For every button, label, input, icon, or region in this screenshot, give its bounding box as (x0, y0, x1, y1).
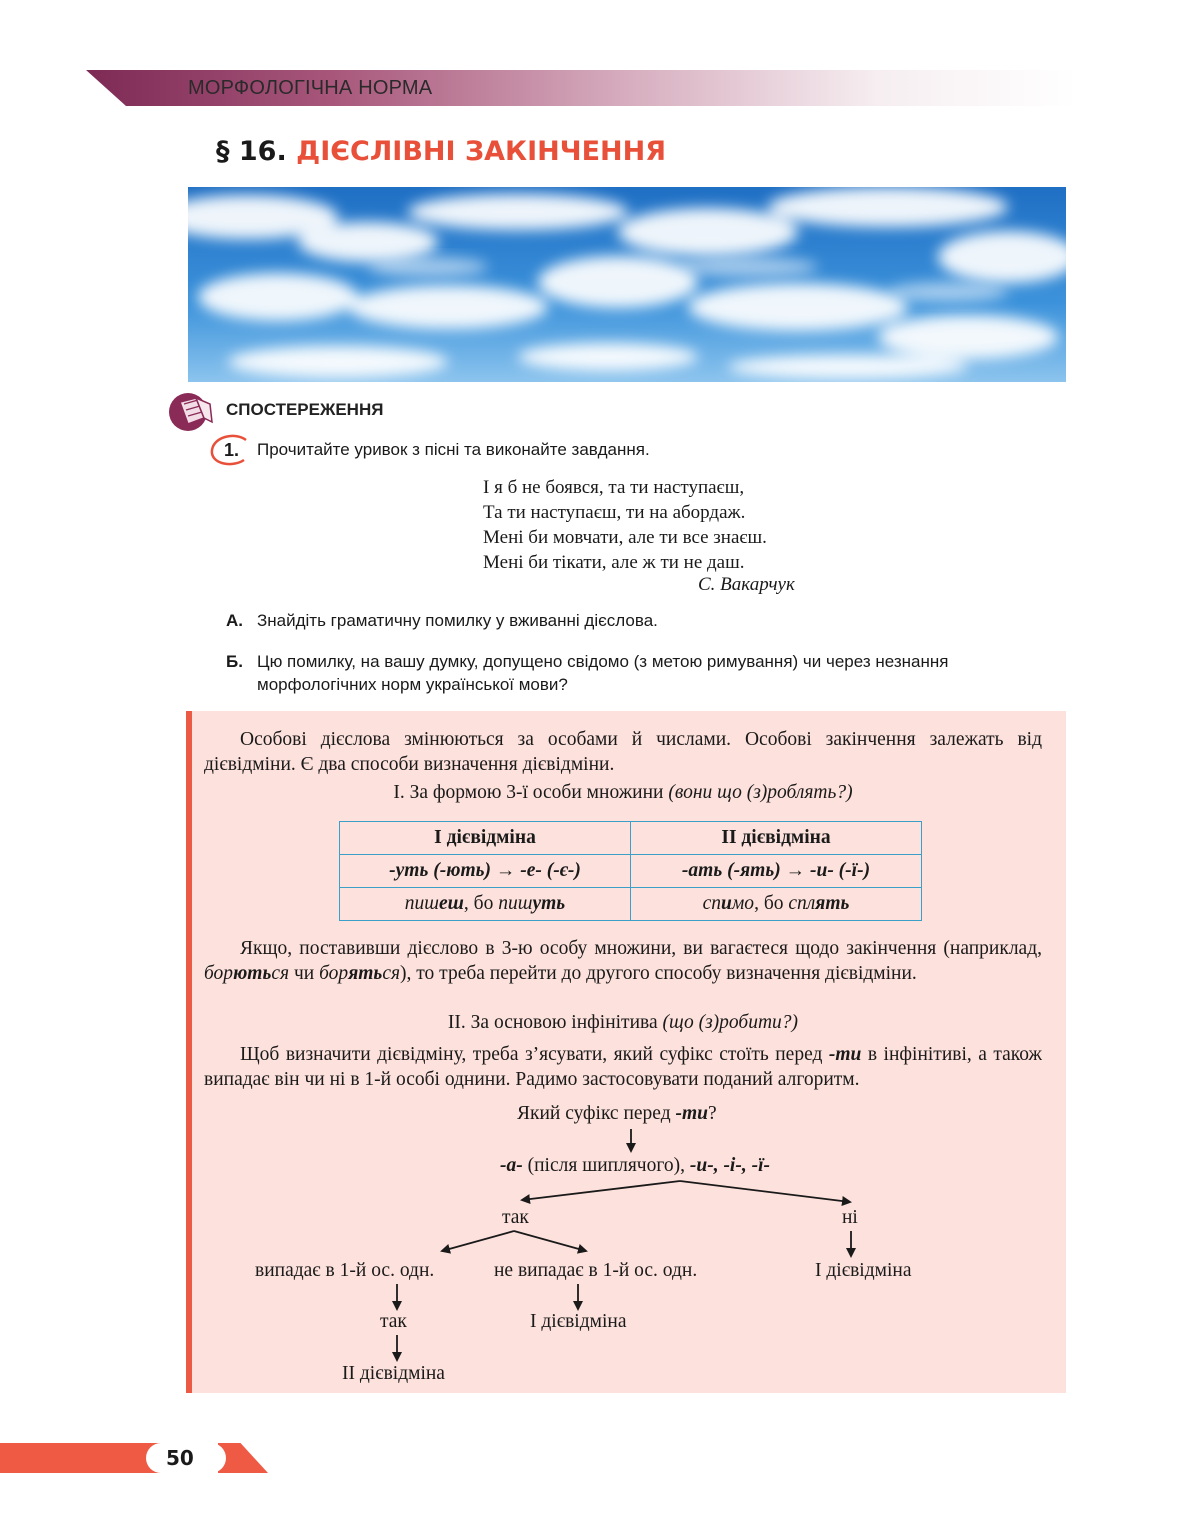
question-a-text: Знайдіть граматичну помилку у вживанні дієслова. (257, 611, 658, 630)
poem-line: І я б не боявся, та ти наступаєш, (483, 477, 745, 498)
table-cell-example-1 (340, 888, 631, 921)
example-word-ending: еш (439, 893, 464, 914)
page-number: 50 (166, 1446, 194, 1470)
section-number: § 16. (216, 136, 287, 167)
table-cell-endings-1: -уть (-ють) → -е- (-є-) (340, 855, 631, 888)
example-word-ending: мо (731, 893, 755, 914)
open-book-icon (166, 388, 216, 434)
word-postfix: ся (271, 963, 290, 984)
word-stem: бор (319, 963, 349, 984)
poem-excerpt (483, 475, 767, 575)
example-connector: , бо (754, 893, 789, 914)
paragraph-text: Щоб визначити дієвідміну, треба з’ясувати, який суфікс стоїть перед (240, 1044, 829, 1065)
page-number-bar (0, 1443, 160, 1473)
poem-line: Мені би мовчати, але ти все знаєш. (483, 527, 767, 548)
paragraph-text: в інфінітиві, а також випадає він чи ні в 1-й особі однини. Радимо застосовувати поданий алгоритм. (204, 1044, 1042, 1090)
task-number: 1. (224, 440, 240, 460)
flow-question-suffix: -ти (675, 1103, 709, 1124)
example-word-vowel: и (721, 893, 732, 914)
section-title (216, 136, 666, 167)
example-word-stem: сп (702, 893, 721, 914)
flow-suffix-a: -а- (500, 1155, 523, 1176)
example-word-stem: пиш (498, 893, 533, 914)
table-row (340, 822, 922, 855)
example-word (319, 963, 400, 984)
suffix-highlight: -ти (828, 1044, 862, 1065)
table-row (340, 888, 922, 921)
word-stem: бор (204, 963, 234, 984)
word-ending: ють (233, 963, 272, 984)
method-2-question: (що (з)робити?) (662, 1012, 799, 1033)
table-header-conj-1: І дієвідміна (340, 822, 631, 855)
table-row (340, 855, 922, 888)
example-word-ending: ять (815, 893, 850, 914)
method-1-label: І. За формою 3-ї особи множини (393, 782, 669, 803)
paragraph-text: ), то треба перейти до другого способу визначення дієвідміни. (400, 963, 917, 984)
rule-paragraph-1: Особові дієслова змінюються за особами й числами. Особові закінчення залежать від дієвідміни. Є два способи визначення дієвідміни. (204, 729, 1042, 775)
flow-suffix-rest: -и-, -і-, -ї- (689, 1155, 771, 1176)
method-2-heading (204, 1012, 1042, 1034)
word-ending: ять (348, 963, 383, 984)
flow-question-mark: ? (708, 1103, 717, 1124)
word-postfix: ся (382, 963, 401, 984)
flow-yes-label: так (502, 1207, 529, 1228)
example-word-stem: спл (788, 893, 816, 914)
poem-line: Та ти наступаєш, ти на абордаж. (483, 502, 746, 523)
rule-paragraph-3 (204, 1042, 1042, 1092)
method-2-label: ІІ. За основою інфінітива (447, 1012, 663, 1033)
method-1-heading (204, 782, 1042, 804)
flow-result-conj-1-right: І дієвідміна (815, 1260, 912, 1281)
flow-result-conj-1-mid: І дієвідміна (530, 1311, 627, 1332)
question-a-mark: А. (226, 611, 243, 630)
rule-paragraph-2 (204, 936, 1042, 986)
flow-yes-label-2: так (380, 1311, 407, 1332)
poem-line: Мені би тікати, але ж ти не даш. (483, 552, 745, 573)
question-b-text: Цю помилку, на вашу думку, допущено свідомо (з метою римування) чи через незнання морфологічних норм української мови? (257, 652, 949, 694)
flow-question (517, 1103, 717, 1125)
flow-result-conj-2: ІІ дієвідміна (342, 1363, 445, 1384)
flow-suffix-note: (після шиплячого), (522, 1155, 690, 1176)
example-connector: , бо (463, 893, 499, 914)
example-word-ending: уть (532, 893, 566, 914)
flow-no-label: ні (842, 1207, 858, 1228)
example-word-stem: пиш (404, 893, 440, 914)
question-b-mark: Б. (226, 652, 243, 671)
table-header-conj-2: ІІ дієвідміна (631, 822, 922, 855)
paragraph-text: Якщо, поставивши дієслово в 3-ю особу множини, ви вагаєтеся щодо закінчення (наприклад, (240, 938, 1042, 959)
task-instruction: Прочитайте уривок з пісні та виконайте завдання. (257, 440, 650, 459)
table-cell-example-2 (631, 888, 922, 921)
section-title-text: ДІЄСЛІВНІ ЗАКІНЧЕННЯ (296, 136, 666, 167)
poem-author: С. Вакарчук (698, 574, 795, 595)
flow-suffixes (500, 1155, 770, 1177)
section-category-label: МОРФОЛОГІЧНА НОРМА (188, 77, 433, 99)
sky-banner-image (188, 187, 1066, 382)
example-word (204, 963, 289, 984)
flow-question-text: Який суфікс перед (517, 1103, 676, 1124)
observation-heading: СПОСТЕРЕЖЕННЯ (226, 400, 384, 419)
method-1-question: (вони що (з)роблять?) (668, 782, 853, 803)
paragraph-text: чи (289, 963, 320, 984)
flow-not-drops-label: не випадає в 1-й ос. одн. (494, 1260, 698, 1281)
conjugation-table (339, 821, 922, 921)
flow-drops-label: випадає в 1-й ос. одн. (255, 1260, 435, 1281)
table-cell-endings-2: -ать (-ять) → -и- (-ї-) (631, 855, 922, 888)
